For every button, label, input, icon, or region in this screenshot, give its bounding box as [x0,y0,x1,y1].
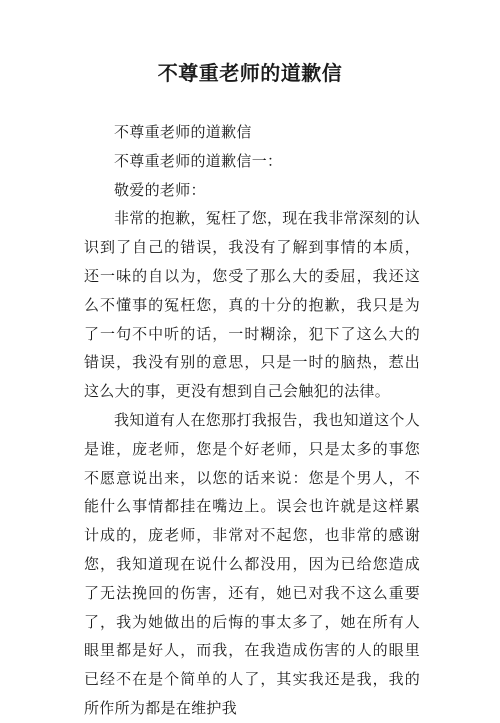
paragraph-salutation: 敬爱的老师： [114,180,206,199]
paragraph-body-2: 我知道有人在您那打我报告，我也知道这个人是谁，庞老师，您是个好老师，只是太多的事您不愿意说出来，以您的话来说：您是个男人，不能什么事情都挂在嘴边上。误会也许就是这样累计成的，庞老师，非常对不起您，也非常的感谢您，我知道现在说什么都没用，因为已给您造成了无法挽回的伤害，还有，她已对我不这么重要了，我为她做出的后悔的事太多了，她在所有人眼里都是好人，而我，在我造成伤害的人的眼里已经不在是个简单的人了，其实我还是我，我的所作所为都是在维护我 [84,410,421,717]
document-title: 不尊重老师的道歉信 [157,61,343,85]
paragraph-heading-repeat: 不尊重老师的道歉信 [114,123,252,141]
paragraph-body-1: 非常的抱歉，冤枉了您，现在我非常深刻的认识到了自己的错误，我没有了解到事情的本质，还一味的自以为，您受了那么大的委屈，我还这么不懂事的冤枉您，真的十分的抱歉，我只是为了一句不中听的话，一时糊涂，犯下了这么大的错误，我没有别的意思，只是一时的脑热，惹出这么大的事，更没有想到自己会触犯的法律。 [84,209,421,401]
document-body [84,118,420,723]
paragraph-subtitle: 不尊重老师的道歉信一： [114,151,283,170]
